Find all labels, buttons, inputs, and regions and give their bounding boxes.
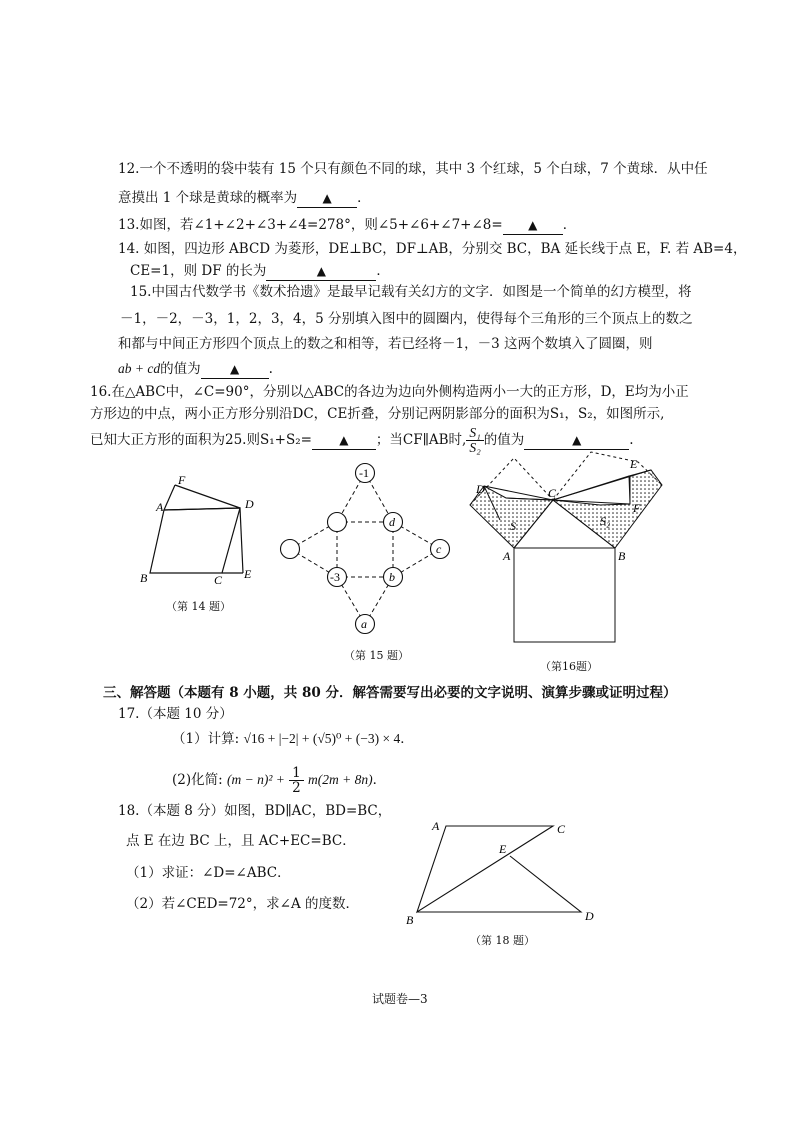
fig16-label-s1: S [510,519,516,533]
fig18-label-e: E [499,842,507,856]
blank-mark: ▲ [572,433,582,447]
fig14-label-e: E [244,567,252,581]
q15-line1: 15.中国古代数学书《数术拾遗》是最早记载有关幻方的文字．如图是一个简单的幻方模型，将 [130,284,692,300]
fig15-label-d: d [389,515,395,529]
fig15-label-b: b [389,570,395,584]
q17-part1-end: ． [400,731,414,747]
q17-part1-label: （1）计算: [172,731,240,747]
fig16-caption: （第16题） [540,660,598,673]
q14-end: ． [376,263,390,279]
fig16-label-c: C [548,486,557,500]
q14-text: CE=1，则 DF 的长为 [130,263,267,279]
fig14-label-d: D [245,497,254,511]
q13-end: ． [562,217,577,233]
fig18-caption: （第 18 题） [470,934,535,947]
q17-part2-expression-a: (m − n)² + [226,772,285,787]
fig18-label-a: A [432,819,440,833]
fig16-label-s2: S₂ [600,514,611,528]
fig18-label-b: B [406,913,414,927]
fig14-label-f: F [178,473,186,487]
fig18-label-d: D [585,909,594,923]
blank-mark: ▲ [322,191,332,205]
fig15-value-top: -1 [359,466,369,480]
q17-part2-end: ． [372,772,387,788]
fig18-label-c: C [557,822,566,836]
blank-mark: ▲ [528,218,538,232]
q16-frac-den: S₂ [469,440,481,455]
fig15-label-c: c [436,542,442,556]
q17-head: 17.（本题 10 分） [118,706,233,722]
q18-line1: 18.（本题 8 分）如图，BD∥AC，BD=BC， [118,803,392,819]
q17-part1-expression: √16 + |−2| + (√5)⁰ + (−3) × 4 [243,731,401,746]
fig15-caption: （第 15 题） [344,649,409,662]
q13-text: 13.如图，若∠1+∠2+∠3+∠4=278°，则∠5+∠6+∠7+∠8= [118,217,503,233]
q15-expression: ab + cd [118,361,161,376]
blank-mark: ▲ [339,433,349,447]
q17-frac-den: 2 [292,780,301,796]
q16-line2: 方形边的中点，两小正方形分别沿DC，CE折叠，分别记两阴影部分的面积为S₁，S₂，如图所示, [90,406,665,422]
fig14-label-b: B [140,571,148,585]
q16-text-b: ；当CF∥AB时, [375,432,467,448]
fig14-label-a: A [156,500,164,514]
section-3-title: 三、解答题（本题有 8 小题，共 80 分．解答需要写出必要的文字说明、演算步骤或证明过程） [103,685,677,701]
q18-line3: （1）求证：∠D=∠ABC． [126,865,291,881]
q12-text: 意摸出 1 个球是黄球的概率为 [118,190,298,206]
page-footer: 试题卷—3 [372,992,428,1006]
q14-line1: 14. 如图，四边形 ABCD 为菱形，DE⊥BC，DF⊥AB，分别交 BC，BA 延长线于点 E，F. 若 AB=4， [118,241,747,257]
q15-end: . [268,361,273,377]
q15-text: 的值为 [160,361,201,377]
q16-line1: 16.在△ABC中，∠C=90°，分别以△ABC的各边为边向外侧构造两小一大的正方形，D，E均为小正 [90,384,689,400]
q16-frac-num: S₁ [466,426,483,441]
q15-line3: 和都与中间正方形四个顶点上的数之和相等，若已经将－1，－3 这两个数填入了圆圈，则 [118,336,653,352]
fig16-label-b: B [618,549,626,563]
fig16-label-e: E [630,457,638,471]
q18-line2: 点 E 在边 BC 上，且 AC+EC=BC． [126,833,356,849]
fig14-label-c: C [214,573,223,587]
fig18-triangle-abc [417,826,553,912]
q16-text-a: 已知大正方形的面积为25.则S₁+S₂= [90,432,312,448]
q18-line4: （2）若∠CED=72°，求∠A 的度数． [126,896,359,912]
q16-text-d: . [629,432,634,448]
q17-part2-label: (2)化简: [172,772,223,788]
q17-frac-num: 1 [289,766,304,781]
blank-mark: ▲ [229,362,240,376]
q12-line1: 12.一个不透明的袋中装有 15 个只有颜色不同的球，其中 3 个红球，5 个白球，7 个黄球．从中任 [118,161,708,177]
fig18-lines-bde [417,856,581,912]
blank-mark: ▲ [316,264,326,278]
q15-line2: －1，－2，－3，1，2，3，4，5 分别填入图中的圆圈内，使得每个三角形的三个顶点上的数之 [120,311,693,327]
fig14-caption: （第 14 题） [166,600,231,613]
fig16-label-d: D [476,482,485,496]
q12-end: ． [357,190,371,206]
q16-text-c: 的值为 [483,432,525,448]
fig16-label-a: A [503,549,511,563]
q17-part2-expression-b: m(2m + 8n) [308,772,373,787]
fig16-label-f: F [633,501,641,515]
fig15-value-lower-left: -3 [330,570,340,584]
fig15-label-a: a [361,617,367,631]
